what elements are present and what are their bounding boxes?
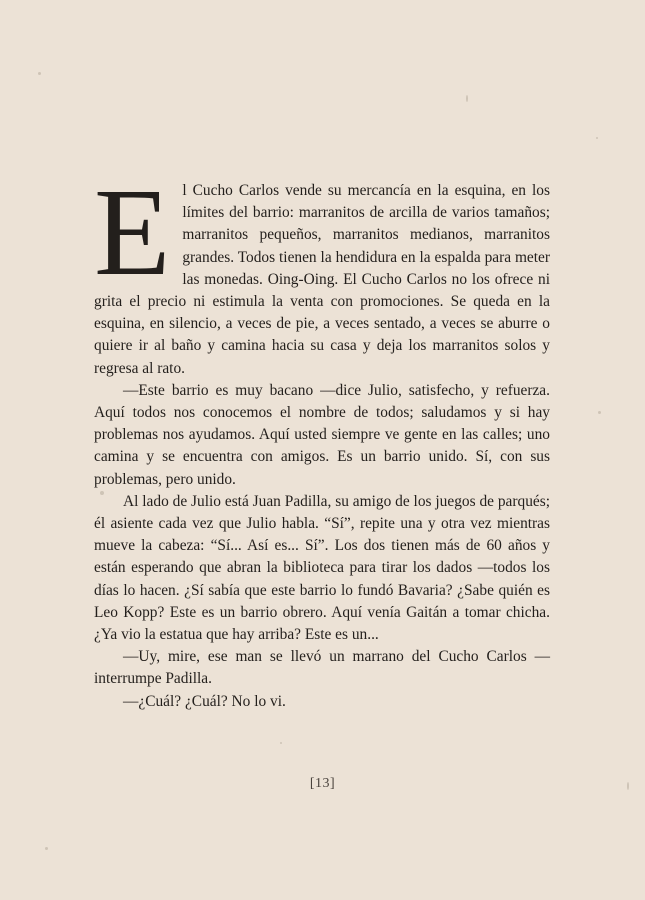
paper-speck [596,137,598,139]
paper-speck [280,742,282,744]
drop-cap: E [94,164,171,302]
paragraph-text: l Cucho Carlos vende su mercancía en la esquina, en los límites del barrio: marranitos de arcilla de varios tamaños; marranitos pequeños, marranitos medianos, marranitos grandes. Todos tienen la hendidura en la espalda para meter las monedas. Oing-Oing. El Cucho Carlos no los ofrece ni grita el precio ni estimula la venta con promociones. Se queda en la esquina, en silencio, a veces de pie, a veces sentado, a veces se aburre o quiere ir al baño y camina hacia su casa y deja los marranitos solos y regresa al rato. [94,182,550,377]
paragraph: Al lado de Julio está Juan Padilla, su amigo de los juegos de parqués; él asiente cada vez que Julio habla. “Sí”, repite una y otra vez mientras mueve la cabeza: “Sí... Así es... Sí”. Los dos tienen más de 60 años y están esperando que abran la biblioteca para tirar los dados —todos los días lo hacen. ¿Sí sabía que este barrio lo fundó Bavaria? ¿Sabe quién es Leo Kopp? Este es un barrio obrero. Aquí venía Gaitán a tomar chicha. ¿Ya vio la estatua que hay arriba? Este es un... [94,492,550,644]
paragraph [94,164,550,380]
paper-speck [38,72,41,75]
page-number: [13] [309,776,336,791]
paper-speck [466,95,468,102]
paper-speck [45,847,48,850]
paper-speck [598,411,601,414]
paragraph: —Este barrio es muy bacano —dice Julio, satisfecho, y refuerza. Aquí todos nos conocemos el nombre de todos; saludamos y si hay problemas nos ayudamos. Aquí usted siempre ve gente en las calles; uno camina y se encuentra con amigos. Es un barrio unido. Sí, con sus problemas, pero unido. [94,381,550,488]
paragraph: —Uy, mire, ese man se llevó un marrano del Cucho Carlos —interrumpe Padilla. [94,648,550,688]
paragraph: —¿Cuál? ¿Cuál? No lo vi. [123,692,286,710]
main-text [94,164,550,713]
